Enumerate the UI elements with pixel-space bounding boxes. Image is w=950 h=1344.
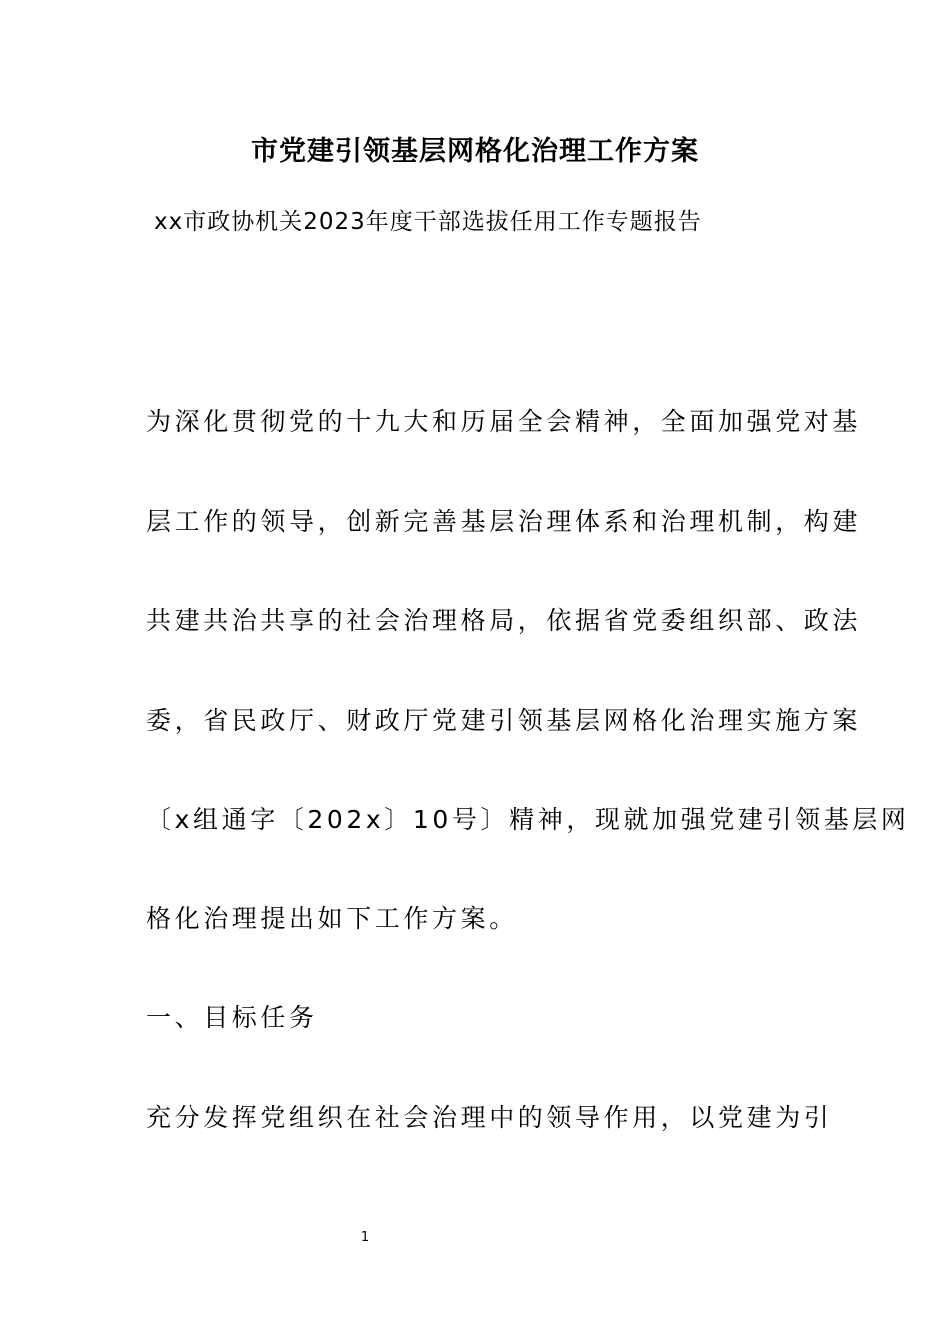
paragraph-line-6: 格化治理提出如下工作方案。 [146, 904, 518, 933]
paragraph-line-1: 为深化贯彻党的十九大和历届全会精神，全面加强党对基 [146, 407, 862, 436]
section-heading: 一、目标任务 [146, 1003, 318, 1032]
document-title: 市党建引领基层网格化治理工作方案 [251, 136, 699, 167]
paragraph-line-7: 充分发挥党组织在社会治理中的领导作用，以党建为引 [146, 1103, 833, 1132]
page-number: 1 [360, 1230, 370, 1245]
paragraph-line-3: 共建共治共享的社会治理格局，依据省党委组织部、政法 [146, 606, 862, 635]
paragraph-line-5: 〔x组通字〔202x〕10号〕精神，现就加强党建引领基层网 [146, 805, 910, 834]
document-subtitle: xx市政协机关2023年度干部选拔任用工作专题报告 [154, 209, 702, 235]
paragraph-line-4: 委，省民政厅、财政厅党建引领基层网格化治理实施方案 [146, 706, 862, 735]
paragraph-line-2: 层工作的领导，创新完善基层治理体系和治理机制，构建 [146, 507, 862, 536]
